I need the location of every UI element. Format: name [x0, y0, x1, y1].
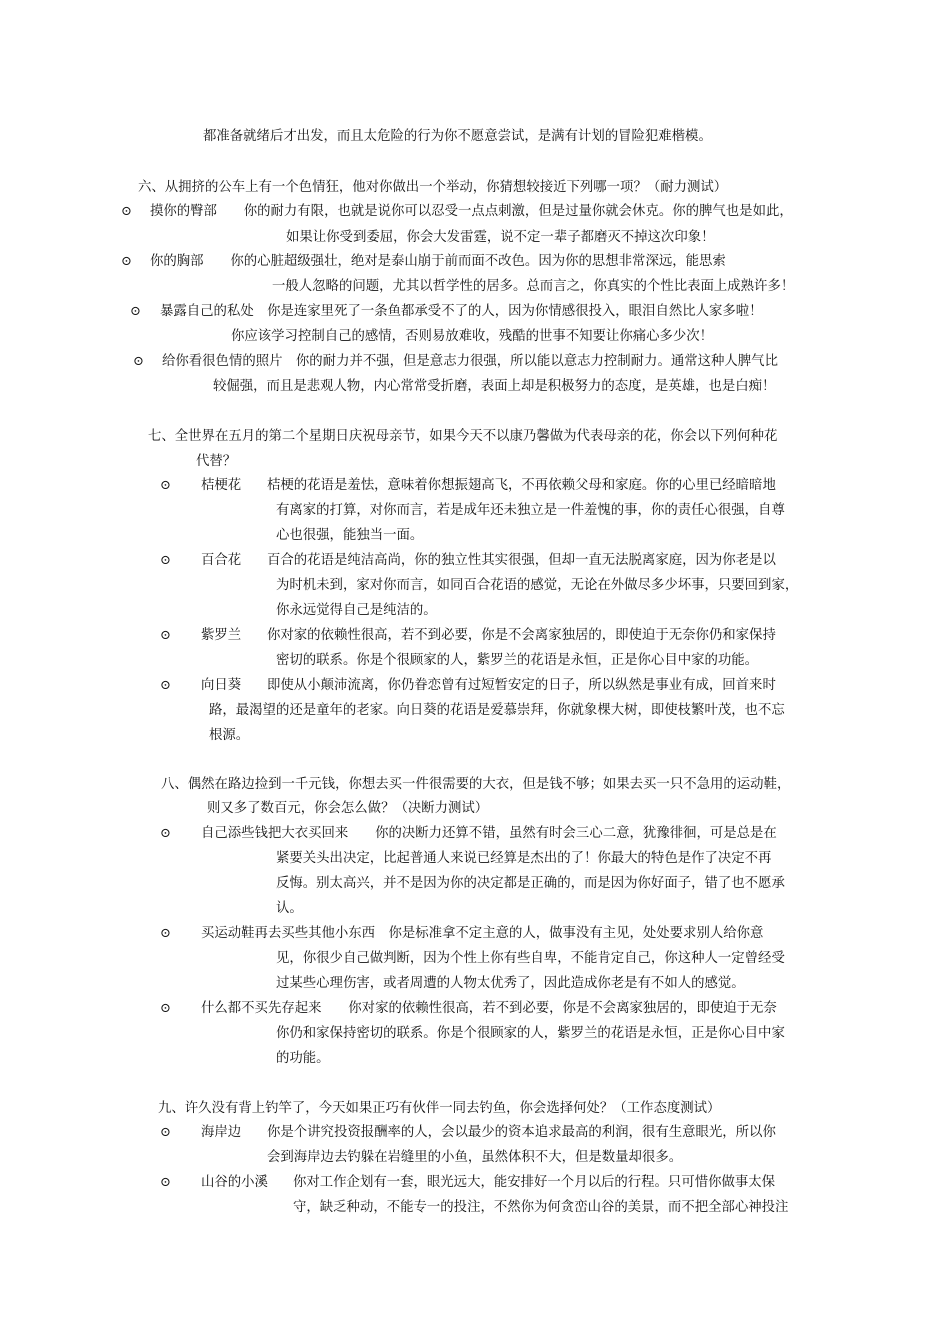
q9-option-1-label: 海岸边 — [201, 1125, 242, 1140]
q7-option-1-line-2: 有离家的打算，对你而言，若是成年还未独立是一件羞愧的事，你的责任心很强，自尊 — [276, 503, 785, 518]
bullet-icon: ⊙ — [160, 1175, 171, 1190]
q6-option-4-line-2: 较倔强，而且是悲观人物，内心常常受折磨，表面上却是积极努力的态度，是英雄，也是白痴！ — [213, 379, 776, 394]
q8-option-2-line-3: 过某些心理伤害，或者周遭的人物太优秀了，因此造成你老是有不如人的感觉。 — [276, 976, 745, 991]
q8-option-3-line-3: 的功能。 — [276, 1051, 330, 1066]
bullet-icon: ⊙ — [160, 926, 171, 941]
bullet-icon: ⊙ — [160, 553, 171, 568]
bullet-icon: ⊙ — [160, 678, 171, 693]
q7-option-3-label: 紫罗兰 — [201, 628, 242, 643]
q7-option-2-line-1: 百合的花语是纯洁高尚，你的独立性其实很强，但却一直无法脱离家庭，因为你老是以 — [267, 553, 776, 568]
q8-option-2-line-1: 买运动鞋再去买些其他小东西 你是标准拿不定主意的人，做事没有主见，处处要求别人给你意 — [201, 926, 764, 941]
q6-option-3-line-1: 暴露自己的私处 你是连家里死了一条鱼都承受不了的人，因为你情感很投入，眼泪自然比人家多啦！ — [160, 304, 763, 319]
q7-option-3-line-1: 你对家的依赖性很高，若不到必要，你是不会离家独居的，即使迫于无奈你仍和家保持 — [267, 628, 776, 643]
q7-option-4-label: 向日葵 — [201, 678, 242, 693]
q8-option-3-line-1: 什么都不买先存起来 你对家的依赖性很高，若不到必要，你是不会离家独居的，即使迫于无奈 — [201, 1001, 777, 1016]
q8-option-1-line-4: 认。 — [276, 901, 303, 916]
text-line: 都准备就绪后才出发，而且太危险的行为你不愿意尝试，是满有计划的冒险犯难楷模。 — [203, 129, 712, 144]
q7-option-4-line-1: 即使从小颠沛流离，你仍眷恋曾有过短暂安定的日子，所以纵然是事业有成，回首来时 — [267, 678, 776, 693]
bullet-icon: ⊙ — [121, 254, 132, 269]
question-8-title-line-1: 八、偶然在路边捡到一千元钱，你想去买一件很需要的大衣，但是钱不够；如果去买一只不急用的运动鞋， — [161, 777, 791, 792]
q7-option-3-line-2: 密切的联系。你是个很顾家的人，紫罗兰的花语是永恒，正是你心目中家的功能。 — [276, 653, 759, 668]
q8-option-2-line-2: 见，你很少自己做判断，因为个性上你有些自卑，不能肯定自己，你这种人一定曾经受 — [276, 951, 785, 966]
q8-option-3-line-2: 你仍和家保持密切的联系。你是个很顾家的人，紫罗兰的花语是永恒，正是你心目中家 — [276, 1026, 785, 1041]
q8-option-1-line-2: 紧要关头出决定，比起普通人来说已经算是杰出的了！你最大的特色是作了决定不再 — [276, 851, 772, 866]
question-7-title-line-2: 代替？ — [196, 454, 237, 469]
q9-option-1-line-2: 会到海岸边去钓躲在岩缝里的小鱼，虽然体积不大，但是数量却很多。 — [267, 1150, 683, 1165]
bullet-icon: ⊙ — [130, 304, 141, 319]
q7-option-4-line-2: 路，最渴望的还是童年的老家。向日葵的花语是爱慕崇拜，你就象棵大树，即使枝繁叶茂，也不忘 — [209, 703, 785, 718]
q7-option-2-label: 百合花 — [201, 553, 242, 568]
bullet-icon: ⊙ — [121, 204, 132, 219]
bullet-icon: ⊙ — [160, 1125, 171, 1140]
question-6-title: 六、从拥挤的公车上有一个色情狂，他对你做出一个举动，你猜想较接近下列哪一项？（耐力测试） — [138, 180, 728, 195]
q6-option-1-line-1: 摸你的臀部 你的耐力有限，也就是说你可以忍受一点点刺激，但是过量你就会休克。你的脾气也是如此， — [150, 204, 793, 219]
q7-option-1-line-3: 心也很强，能独当一面。 — [276, 528, 424, 543]
question-8-title-line-2: 则又多了数百元，你会怎么做？（决断力测试） — [207, 801, 489, 816]
q9-option-2-line-1: 你对工作企划有一套，眼光远大，能安排好一个月以后的行程。只可惜你做事太保 — [293, 1175, 776, 1190]
q6-option-2-line-2: 一般人忽略的问题，尤其以哲学性的居多。总而言之，你真实的个性比表面上成熟许多！ — [272, 279, 795, 294]
bullet-icon: ⊙ — [160, 826, 171, 841]
q6-option-3-line-2: 你应该学习控制自己的感情，否则易放难收，残酷的世事不知要让你痛心多少次！ — [231, 329, 714, 344]
q7-option-1-line-1: 桔梗的花语是羞怯，意味着你想振翅高飞，不再依赖父母和家庭。你的心里已经暗暗地 — [267, 478, 776, 493]
bullet-icon: ⊙ — [160, 1001, 171, 1016]
q8-option-1-line-1: 自己添些钱把大衣买回来 你的决断力还算不错，虽然有时会三心二意，犹豫徘徊，可是总是在 — [201, 826, 777, 841]
q9-option-2-label: 山谷的小溪 — [201, 1175, 268, 1190]
q7-option-2-line-2: 为时机未到，家对你而言，如同百合花语的感觉，无论在外做尽多少坏事，只要回到家， — [276, 578, 799, 593]
q7-option-2-line-3: 你永远觉得自己是纯洁的。 — [276, 603, 437, 618]
bullet-icon: ⊙ — [160, 478, 171, 493]
bullet-icon: ⊙ — [133, 354, 144, 369]
q9-option-1-line-1: 你是个讲究投资报酬率的人，会以最少的资本追求最高的利润，很有生意眼光，所以你 — [267, 1125, 776, 1140]
q6-option-2-line-1: 你的胸部 你的心脏超级强壮，绝对是泰山崩于前而面不改色。因为你的思想非常深远，能思索 — [150, 254, 726, 269]
bullet-icon: ⊙ — [160, 628, 171, 643]
question-7-title-line-1: 七、全世界在五月的第二个星期日庆祝母亲节，如果今天不以康乃馨做为代表母亲的花，你会以下列何种花 — [148, 429, 778, 444]
question-9-title: 九、许久没有背上钓竿了，今天如果正巧有伙伴一同去钓鱼，你会选择何处？（工作态度测试） — [158, 1101, 721, 1116]
q6-option-1-line-2: 如果让你受到委屈，你会大发雷霆，说不定一辈子都磨灭不掉这次印象！ — [286, 230, 715, 245]
q7-option-1-label: 桔梗花 — [201, 478, 242, 493]
q6-option-4-line-1: 给你看很色情的照片 你的耐力并不强，但是意志力很强，所以能以意志力控制耐力。通常这种人脾气比 — [162, 354, 778, 369]
q9-option-2-line-2: 守，缺乏种动，不能专一的投注，不然你为何贪峦山谷的美景，而不把全部心神投注 — [293, 1200, 789, 1215]
q8-option-1-line-3: 反悔。别太高兴，并不是因为你的决定都是正确的，而是因为你好面子，错了也不愿承 — [276, 876, 785, 891]
q7-option-4-line-3: 根源。 — [209, 728, 250, 743]
